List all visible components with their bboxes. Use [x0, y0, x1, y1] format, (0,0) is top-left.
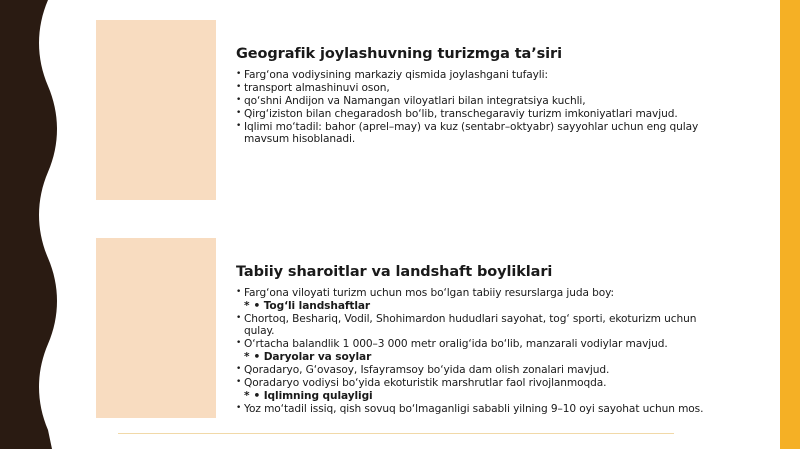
list-item: • Yoz mo‘tadil issiq, qish sovuq bo‘lmaganligi sababli yilning 9–10 oyi sayohat uchun mos. [236, 403, 706, 415]
list-item: • Iqlimi mo‘tadil: bahor (aprel–may) va kuz (sentabr–oktyabr) sayyohlar uchun eng qulay mavsum hisoblanadi. [236, 121, 706, 145]
list-item: • Qoradaryo, G‘ovasoy, Isfayramsoy bo‘yida dam olish zonalari mavjud. [236, 364, 706, 376]
section-geography [236, 46, 706, 146]
subheading-item [236, 390, 706, 402]
bottom-divider [118, 433, 674, 434]
image-placeholder-top [96, 20, 216, 200]
subheading-label: • Tog‘li landshaftlar [253, 300, 371, 312]
list-item: • O‘rtacha balandlik 1 000–3 000 metr oralig‘ida bo‘lib, manzarali vodiylar mavjud. [236, 338, 706, 350]
subheading-item [236, 351, 706, 363]
list-item: • Qirg‘iziston bilan chegaradosh bo‘lib, transchegaraviy turizm imkoniyatlari mavjud. [236, 108, 706, 120]
right-accent-bar [780, 0, 800, 449]
star-marker: * [244, 300, 250, 312]
subheading-label: • Iqlimning qulayligi [253, 390, 373, 402]
left-wave-decoration [0, 0, 60, 449]
list-item: • qo‘shni Andijon va Namangan viloyatlari bilan integratsiya kuchli, [236, 95, 706, 107]
list-item: • Qoradaryo vodiysi bo‘yida ekoturistik marshrutlar faol rivojlanmoqda. [236, 377, 706, 389]
list-item: • Chortoq, Beshariq, Vodil, Shohimardon hududlari sayohat, tog‘ sporti, ekoturizm uchun qulay. [236, 313, 706, 337]
bullet-list [236, 287, 706, 415]
bullet-list [236, 69, 706, 145]
section-nature [236, 264, 706, 416]
image-placeholder-bottom [96, 238, 216, 418]
subheading-item [236, 300, 706, 312]
list-item: • transport almashinuvi oson, [236, 82, 706, 94]
section-title: Geografik joylashuvning turizmga ta’siri [236, 46, 562, 62]
list-item: • Farg‘ona vodiysining markaziy qismida joylashgani tufayli: [236, 69, 706, 81]
star-marker: * [244, 351, 250, 363]
subheading-label: • Daryolar va soylar [253, 351, 372, 363]
section-title: Tabiiy sharoitlar va landshaft boyliklari [236, 264, 553, 280]
list-item: • Farg‘ona viloyati turizm uchun mos bo‘lgan tabiiy resurslarga juda boy: [236, 287, 706, 299]
star-marker: * [244, 390, 250, 402]
